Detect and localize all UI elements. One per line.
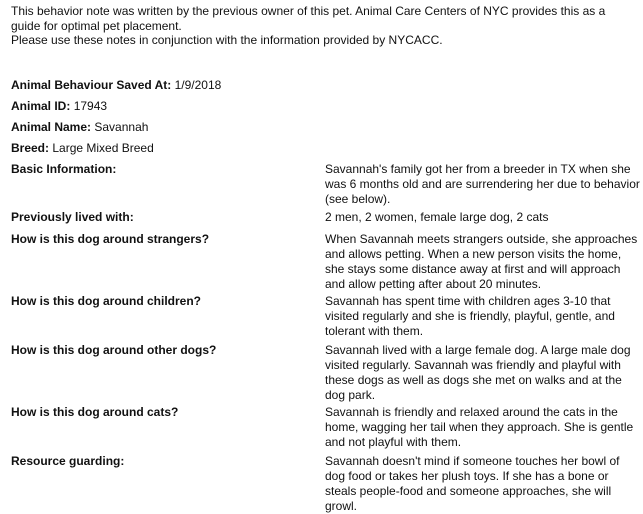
meta-value: Large Mixed Breed bbox=[52, 141, 154, 155]
intro-instruction: Please use these notes in conjunction with the information provided by NYCACC. bbox=[11, 33, 443, 47]
row-label: How is this dog around children? bbox=[11, 294, 202, 308]
row-value: 2 men, 2 women, female large dog, 2 cats bbox=[325, 210, 549, 224]
meta-breed bbox=[11, 141, 154, 156]
row-label: How is this dog around other dogs? bbox=[11, 343, 217, 357]
row-label: How is this dog around cats? bbox=[11, 405, 179, 419]
meta-label: Animal Behaviour Saved At: bbox=[11, 78, 172, 92]
row-value: Savannah doesn't mind if someone touches her bowl of dog food or takes her plush toys. If she has a bone or steals people-food and someone approaches, she will growl. bbox=[325, 454, 620, 513]
meta-value: Savannah bbox=[94, 120, 149, 134]
row-value: Savannah lived with a large female dog. A large male dog visited regularly. Savannah was friendly and playful with these dogs as well as dogs she met on walks and at the dog park. bbox=[325, 343, 631, 402]
row-label: How is this dog around strangers? bbox=[11, 232, 210, 246]
row-label: Resource guarding: bbox=[11, 454, 125, 468]
row-value: When Savannah meets strangers outside, she approaches and allows petting. When a new person visits the home, she stays some distance away at first and will approach and allow petting after about 20 minutes. bbox=[325, 232, 638, 291]
meta-animal-id bbox=[11, 99, 107, 114]
intro-note bbox=[11, 4, 636, 48]
intro-disclaimer: This behavior note was written by the previous owner of this pet. Animal Care Centers of NYC provides this as a guide for optimal pet placement. bbox=[11, 4, 606, 33]
row-value: Savannah has spent time with children ages 3-10 that visited regularly and she is friendly, playful, gentle, and tolerant with them. bbox=[325, 294, 615, 338]
meta-animal-name bbox=[11, 120, 148, 135]
meta-label: Animal Name: bbox=[11, 120, 92, 134]
meta-value: 17943 bbox=[73, 99, 108, 113]
row-value: Savannah's family got her from a breeder in TX when she was 6 months old and are surrendering her due to behavior (see below). bbox=[325, 162, 640, 206]
row-label: Previously lived with: bbox=[11, 210, 134, 224]
meta-label: Animal ID: bbox=[11, 99, 71, 113]
meta-value: 1/9/2018 bbox=[174, 78, 222, 92]
meta-saved-at bbox=[11, 78, 221, 93]
row-label: Basic Information: bbox=[11, 162, 117, 176]
meta-label: Breed: bbox=[11, 141, 50, 155]
row-value: Savannah is friendly and relaxed around the cats in the home, wagging her tail when they approach. She is gentle and not playful with them. bbox=[325, 405, 634, 449]
